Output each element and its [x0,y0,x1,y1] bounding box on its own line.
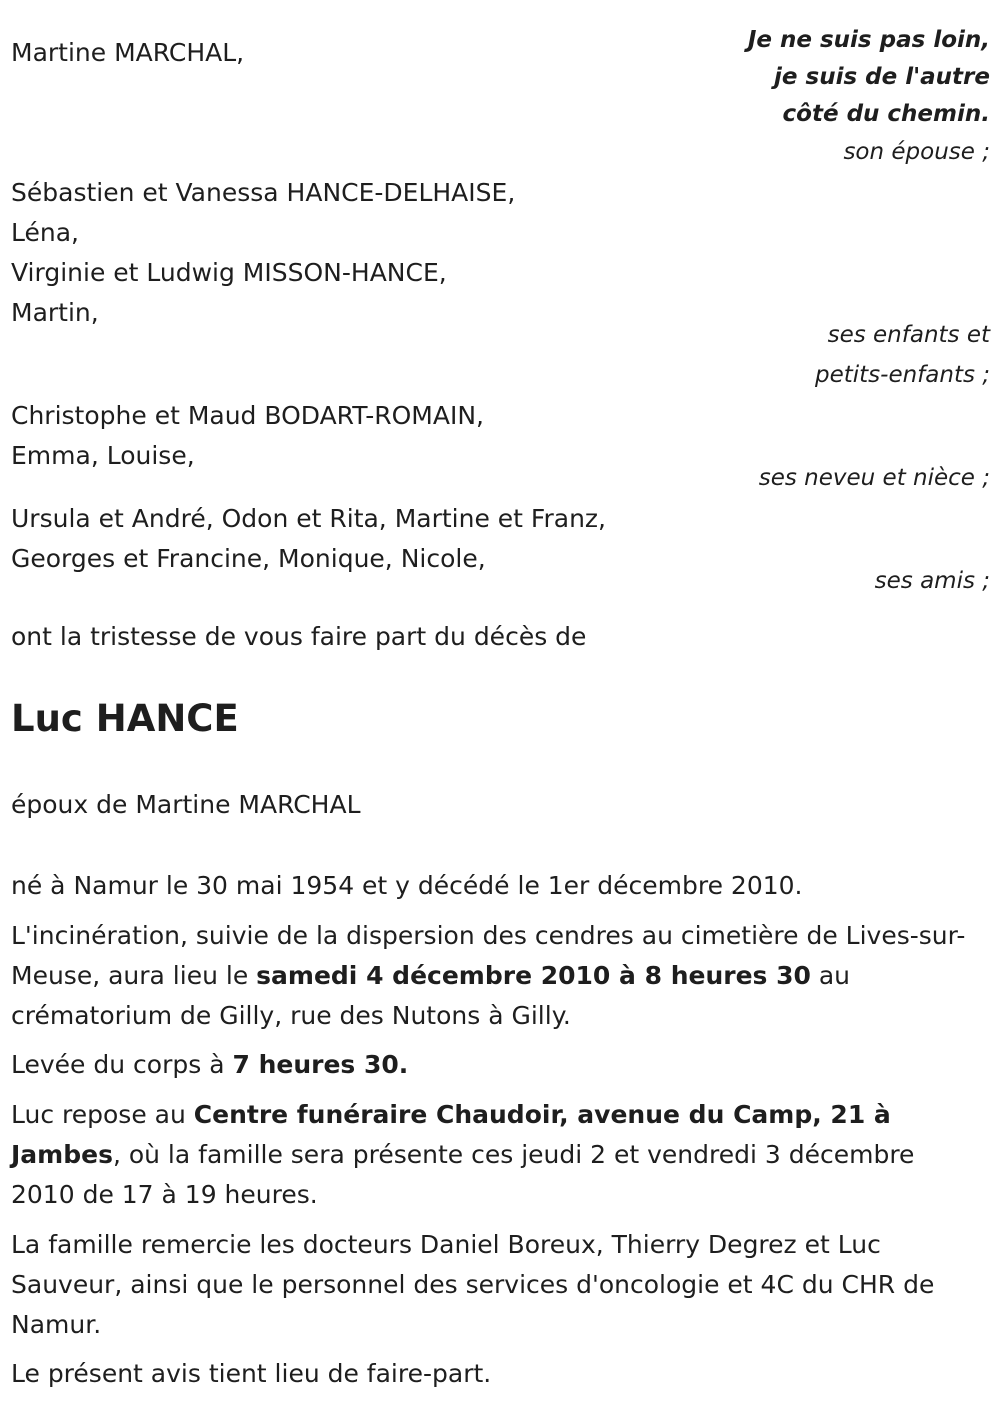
birth-death-line: né à Namur le 30 mai 1954 et y décédé le 1er décembre 2010. [11,871,803,900]
children-role: ses enfants et [827,322,990,348]
friends-names [11,499,606,579]
friends-role: ses amis ; [874,568,990,594]
repose-hours: , où la famille sera présente ces jeudi 2 et vendredi 3 décembre 2010 de 17 à 19 heures. [11,1140,915,1209]
closing-line: Le présent avis tient lieu de faire-part. [11,1359,492,1388]
family-name-line: Christophe et Maud BODART-ROMAIN, [11,401,484,430]
nephew-names [11,396,484,476]
family-name-line: Georges et Francine, Monique, Nicole, [11,544,486,573]
thanks-paragraph: La famille remercie les docteurs Daniel Boreux, Thierry Degrez et Luc Sauveur, ainsi que le personnel des services d'oncologie et 4C du CHR de Namur. [11,1230,935,1339]
family-name-line: Ursula et André, Odon et Rita, Martine et Franz, [11,504,606,533]
children-role: petits-enfants ; [814,362,990,388]
levee-text: Levée du corps à [11,1050,233,1079]
spouse-role: son épouse ; [843,139,990,165]
family-name-line: Emma, Louise, [11,441,195,470]
quote-line: côté du chemin. [782,101,990,127]
cremation-paragraph [11,916,981,1036]
nephew-role: ses neveu et nièce ; [758,465,990,491]
family-name-line: Martin, [11,298,99,327]
levee-time: 7 heures 30. [232,1050,409,1079]
family-name-line: Sébastien et Vanessa HANCE-DELHAISE, [11,178,516,207]
repose-paragraph [11,1095,981,1215]
spouse-name: Martine MARCHAL, [11,38,245,67]
cremation-date: samedi 4 décembre 2010 à 8 heures 30 [256,961,811,990]
quote-block [748,22,990,133]
repose-text: Luc repose au [11,1100,194,1129]
cremation-text: L'incinération, suivie de la dispersion des cendres au cimetière de Lives-sur-Meuse, aura lieu le [11,921,966,990]
quote-line: Je ne suis pas loin, [747,27,990,53]
deceased-name: Luc HANCE [11,697,239,740]
family-name-line: Léna, [11,218,79,247]
family-name-line: Virginie et Ludwig MISSON-HANCE, [11,258,447,287]
cremation-place: au crématorium de Gilly, rue des Nutons à Gilly. [11,961,851,1030]
deceased-spouse: époux de Martine MARCHAL [11,790,361,819]
children-names [11,173,515,333]
levee-paragraph [11,1045,981,1085]
quote-line: je suis de l'autre [774,64,990,90]
announcement-text: ont la tristesse de vous faire part du décès de [11,622,587,651]
repose-place: Centre funéraire Chaudoir, avenue du Camp, 21 à Jambes [11,1100,891,1169]
